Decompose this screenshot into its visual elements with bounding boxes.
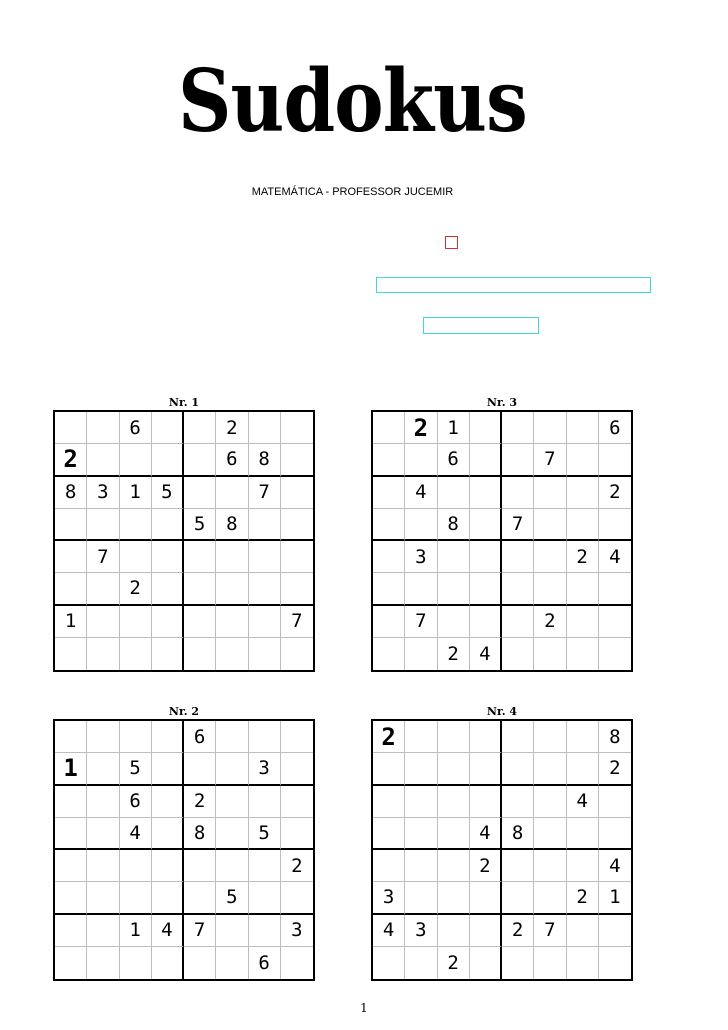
sudoku-cell[interactable]	[87, 753, 119, 785]
sudoku-cell[interactable]	[249, 573, 281, 605]
sudoku-cell[interactable]	[216, 638, 248, 670]
sudoku-cell[interactable]	[373, 818, 405, 850]
sudoku-cell[interactable]	[120, 721, 152, 753]
sudoku-cell[interactable]	[405, 444, 437, 476]
sudoku-cell[interactable]	[534, 818, 566, 850]
page-subtitle: MATEMÁTICA - PROFESSOR JUCEMIR	[251, 186, 454, 198]
sudoku-cell[interactable]	[152, 753, 184, 785]
sudoku-cell[interactable]	[249, 786, 281, 818]
sudoku-cell[interactable]	[373, 850, 405, 882]
sudoku-cell[interactable]	[373, 638, 405, 670]
sudoku-cell[interactable]	[470, 721, 502, 753]
sudoku-cell[interactable]	[405, 818, 437, 850]
sudoku-cell[interactable]	[216, 818, 248, 850]
sudoku-cell[interactable]	[599, 786, 631, 818]
sudoku-cell[interactable]	[373, 753, 405, 785]
page-title: Sudokus	[177, 51, 527, 152]
sudoku-cell[interactable]	[55, 541, 87, 573]
sudoku-cell[interactable]: 6	[120, 412, 152, 444]
sudoku-cell[interactable]	[281, 541, 313, 573]
sudoku-cell[interactable]	[152, 721, 184, 753]
sudoku-cell[interactable]	[184, 573, 216, 605]
sudoku-cell[interactable]	[470, 606, 502, 638]
puzzle-label-nr2: Nr. 2	[168, 705, 200, 718]
sudoku-cell[interactable]	[567, 721, 599, 753]
sudoku-cell[interactable]	[599, 947, 631, 979]
sudoku-cell[interactable]: 4	[405, 477, 437, 509]
sudoku-cell[interactable]	[373, 509, 405, 541]
sudoku-cell[interactable]	[120, 444, 152, 476]
sudoku-cell[interactable]: 7	[184, 915, 216, 947]
sudoku-cell[interactable]: 2	[438, 638, 470, 670]
sudoku-cell[interactable]	[120, 947, 152, 979]
sudoku-cell[interactable]	[534, 509, 566, 541]
sudoku-cell[interactable]: 2	[216, 412, 248, 444]
sudoku-cell[interactable]	[249, 915, 281, 947]
sudoku-cell[interactable]	[216, 606, 248, 638]
sudoku-cell[interactable]: 3	[249, 753, 281, 785]
sudoku-cell[interactable]	[216, 753, 248, 785]
sudoku-cell[interactable]	[216, 786, 248, 818]
sudoku-cell[interactable]	[405, 850, 437, 882]
sudoku-cell[interactable]: 8	[249, 444, 281, 476]
sudoku-cell[interactable]: 7	[534, 915, 566, 947]
sudoku-cell[interactable]: 4	[120, 818, 152, 850]
sudoku-cell[interactable]: 3	[87, 477, 119, 509]
sudoku-cell[interactable]	[567, 947, 599, 979]
sudoku-cell[interactable]	[599, 606, 631, 638]
sudoku-cell[interactable]	[55, 573, 87, 605]
sudoku-cell[interactable]	[281, 509, 313, 541]
sudoku-cell[interactable]	[438, 850, 470, 882]
sudoku-cell[interactable]: 2	[55, 444, 87, 476]
puzzle-label-nr3: Nr. 3	[486, 396, 518, 409]
sudoku-grid-nr1	[53, 410, 315, 672]
sudoku-cell[interactable]	[87, 573, 119, 605]
sudoku-cell[interactable]	[249, 850, 281, 882]
cyan-frame-wide	[376, 277, 651, 293]
sudoku-cell[interactable]	[534, 638, 566, 670]
sudoku-cell[interactable]	[281, 753, 313, 785]
sudoku-cell[interactable]: 2	[184, 786, 216, 818]
sudoku-cell[interactable]	[567, 606, 599, 638]
sudoku-cell[interactable]	[184, 477, 216, 509]
sudoku-cell[interactable]	[567, 444, 599, 476]
sudoku-cell[interactable]	[120, 638, 152, 670]
puzzle-label-nr1: Nr. 1	[168, 396, 200, 409]
sudoku-cell[interactable]	[281, 444, 313, 476]
sudoku-cell[interactable]	[281, 573, 313, 605]
sudoku-cell[interactable]	[599, 915, 631, 947]
sudoku-cell[interactable]	[184, 541, 216, 573]
sudoku-cell[interactable]	[470, 753, 502, 785]
sudoku-cell[interactable]	[120, 882, 152, 914]
sudoku-cell[interactable]: 4	[152, 915, 184, 947]
sudoku-cell[interactable]	[502, 786, 534, 818]
sudoku-cell[interactable]	[502, 412, 534, 444]
sudoku-cell[interactable]	[470, 477, 502, 509]
sudoku-cell[interactable]: 5	[249, 818, 281, 850]
sudoku-cell[interactable]	[249, 606, 281, 638]
sudoku-cell[interactable]	[534, 477, 566, 509]
sudoku-cell[interactable]	[567, 573, 599, 605]
sudoku-cell[interactable]: 4	[373, 915, 405, 947]
sudoku-cell[interactable]	[567, 509, 599, 541]
sudoku-cell[interactable]	[438, 786, 470, 818]
sudoku-cell[interactable]	[438, 606, 470, 638]
sudoku-cell[interactable]	[249, 882, 281, 914]
sudoku-cell[interactable]: 5	[216, 882, 248, 914]
sudoku-cell[interactable]	[152, 786, 184, 818]
sudoku-cell[interactable]	[405, 882, 437, 914]
sudoku-cell[interactable]	[281, 638, 313, 670]
sudoku-cell[interactable]	[470, 915, 502, 947]
sudoku-cell[interactable]: 1	[120, 915, 152, 947]
sudoku-cell[interactable]	[87, 818, 119, 850]
sudoku-cell[interactable]: 2	[502, 915, 534, 947]
sudoku-cell[interactable]	[152, 541, 184, 573]
sudoku-cell[interactable]	[534, 541, 566, 573]
sudoku-cell[interactable]	[87, 509, 119, 541]
sudoku-cell[interactable]	[534, 786, 566, 818]
sudoku-cell[interactable]	[152, 606, 184, 638]
sudoku-cell[interactable]	[502, 882, 534, 914]
sudoku-cell[interactable]: 2	[373, 721, 405, 753]
sudoku-cell[interactable]	[599, 444, 631, 476]
sudoku-cell[interactable]: 7	[281, 606, 313, 638]
sudoku-cell[interactable]	[281, 947, 313, 979]
sudoku-cell[interactable]	[216, 915, 248, 947]
sudoku-cell[interactable]	[281, 786, 313, 818]
sudoku-cell[interactable]	[216, 541, 248, 573]
sudoku-cell[interactable]	[373, 541, 405, 573]
sudoku-cell[interactable]: 6	[249, 947, 281, 979]
sudoku-cell[interactable]: 8	[438, 509, 470, 541]
sudoku-cell[interactable]	[502, 638, 534, 670]
sudoku-cell[interactable]	[87, 638, 119, 670]
sudoku-grid-nr4	[371, 719, 633, 981]
sudoku-cell[interactable]: 4	[599, 850, 631, 882]
sudoku-cell[interactable]	[438, 477, 470, 509]
sudoku-cell[interactable]: 8	[184, 818, 216, 850]
sudoku-cell[interactable]	[567, 638, 599, 670]
sudoku-cell[interactable]	[152, 444, 184, 476]
sudoku-cell[interactable]: 8	[55, 477, 87, 509]
sudoku-cell[interactable]	[470, 509, 502, 541]
sudoku-cell[interactable]: 2	[281, 850, 313, 882]
sudoku-cell[interactable]	[502, 477, 534, 509]
sudoku-cell[interactable]	[502, 850, 534, 882]
sudoku-cell[interactable]	[55, 509, 87, 541]
sudoku-cell[interactable]	[152, 818, 184, 850]
sudoku-cell[interactable]	[55, 947, 87, 979]
sudoku-cell[interactable]	[502, 606, 534, 638]
sudoku-cell[interactable]	[281, 818, 313, 850]
sudoku-cell[interactable]	[184, 850, 216, 882]
sudoku-cell[interactable]	[55, 915, 87, 947]
sudoku-cell[interactable]	[438, 882, 470, 914]
sudoku-cell[interactable]	[281, 477, 313, 509]
sudoku-cell[interactable]	[502, 753, 534, 785]
sudoku-cell[interactable]	[534, 850, 566, 882]
sudoku-cell[interactable]: 2	[470, 850, 502, 882]
sudoku-cell[interactable]	[373, 947, 405, 979]
sudoku-cell[interactable]: 1	[55, 606, 87, 638]
sudoku-cell[interactable]: 2	[438, 947, 470, 979]
sudoku-cell[interactable]: 5	[120, 753, 152, 785]
sudoku-cell[interactable]	[534, 721, 566, 753]
sudoku-cell[interactable]	[281, 721, 313, 753]
sudoku-cell[interactable]	[87, 786, 119, 818]
sudoku-cell[interactable]	[55, 882, 87, 914]
sudoku-cell[interactable]: 2	[599, 477, 631, 509]
sudoku-cell[interactable]	[281, 882, 313, 914]
sudoku-cell[interactable]	[120, 509, 152, 541]
sudoku-cell[interactable]: 4	[599, 541, 631, 573]
sudoku-cell[interactable]	[567, 753, 599, 785]
sudoku-cell[interactable]	[405, 638, 437, 670]
sudoku-cell[interactable]	[470, 786, 502, 818]
sudoku-cell[interactable]	[534, 882, 566, 914]
sudoku-cell[interactable]	[55, 412, 87, 444]
sudoku-cell[interactable]	[567, 818, 599, 850]
sudoku-cell[interactable]	[373, 412, 405, 444]
sudoku-cell[interactable]	[405, 753, 437, 785]
sudoku-cell[interactable]	[152, 573, 184, 605]
sudoku-cell[interactable]: 6	[120, 786, 152, 818]
sudoku-cell[interactable]	[87, 606, 119, 638]
sudoku-cell[interactable]: 3	[281, 915, 313, 947]
sudoku-cell[interactable]: 1	[120, 477, 152, 509]
sudoku-cell[interactable]	[373, 606, 405, 638]
sudoku-cell[interactable]	[249, 541, 281, 573]
sudoku-cell[interactable]: 7	[405, 606, 437, 638]
sudoku-cell[interactable]: 2	[405, 412, 437, 444]
sudoku-cell[interactable]	[152, 882, 184, 914]
sudoku-cell[interactable]	[216, 947, 248, 979]
sudoku-cell[interactable]: 7	[87, 541, 119, 573]
page-number: 1	[360, 1001, 368, 1015]
sudoku-cell[interactable]	[184, 444, 216, 476]
sudoku-cell[interactable]: 8	[599, 721, 631, 753]
sudoku-cell[interactable]	[438, 818, 470, 850]
sudoku-cell[interactable]: 1	[55, 753, 87, 785]
sudoku-cell[interactable]	[55, 721, 87, 753]
sudoku-cell[interactable]: 6	[216, 444, 248, 476]
sudoku-cell[interactable]	[502, 721, 534, 753]
sudoku-cell[interactable]	[216, 477, 248, 509]
sudoku-cell[interactable]	[184, 947, 216, 979]
sudoku-cell[interactable]	[373, 477, 405, 509]
sudoku-cell[interactable]	[502, 444, 534, 476]
sudoku-cell[interactable]	[470, 947, 502, 979]
sudoku-cell[interactable]	[120, 606, 152, 638]
sudoku-cell[interactable]: 3	[405, 541, 437, 573]
sudoku-cell[interactable]: 2	[534, 606, 566, 638]
sudoku-cell[interactable]	[184, 638, 216, 670]
sudoku-cell[interactable]	[405, 721, 437, 753]
sudoku-cell[interactable]	[470, 573, 502, 605]
sudoku-cell[interactable]	[438, 573, 470, 605]
sudoku-cell[interactable]: 4	[470, 818, 502, 850]
sudoku-cell[interactable]	[184, 882, 216, 914]
sudoku-cell[interactable]	[55, 638, 87, 670]
sudoku-cell[interactable]: 2	[567, 541, 599, 573]
sudoku-cell[interactable]	[249, 638, 281, 670]
sudoku-cell[interactable]	[405, 947, 437, 979]
sudoku-cell[interactable]: 6	[438, 444, 470, 476]
sudoku-cell[interactable]	[249, 721, 281, 753]
sudoku-cell[interactable]	[55, 818, 87, 850]
sudoku-cell[interactable]	[87, 850, 119, 882]
sudoku-cell[interactable]	[120, 850, 152, 882]
sudoku-cell[interactable]: 8	[216, 509, 248, 541]
sudoku-cell[interactable]	[184, 412, 216, 444]
sudoku-cell[interactable]	[120, 541, 152, 573]
cyan-frame-small	[423, 317, 539, 334]
sudoku-cell[interactable]	[405, 573, 437, 605]
sudoku-cell[interactable]	[184, 606, 216, 638]
sudoku-cell[interactable]	[599, 638, 631, 670]
sudoku-cell[interactable]	[470, 444, 502, 476]
sudoku-cell[interactable]	[599, 818, 631, 850]
sudoku-cell[interactable]	[567, 850, 599, 882]
sudoku-cell[interactable]	[216, 721, 248, 753]
sudoku-cell[interactable]: 6	[184, 721, 216, 753]
sudoku-cell[interactable]	[373, 573, 405, 605]
sudoku-cell[interactable]: 2	[120, 573, 152, 605]
sudoku-grid-nr2	[53, 719, 315, 981]
sudoku-cell[interactable]	[373, 786, 405, 818]
sudoku-cell[interactable]	[534, 947, 566, 979]
sudoku-cell[interactable]	[502, 541, 534, 573]
red-square-marker	[445, 236, 458, 249]
sudoku-cell[interactable]	[405, 509, 437, 541]
sudoku-cell[interactable]	[534, 412, 566, 444]
sudoku-cell[interactable]	[502, 947, 534, 979]
sudoku-cell[interactable]	[502, 573, 534, 605]
sudoku-cell[interactable]	[373, 444, 405, 476]
sudoku-cell[interactable]	[281, 412, 313, 444]
sudoku-cell[interactable]: 4	[470, 638, 502, 670]
sudoku-cell[interactable]	[438, 753, 470, 785]
sudoku-cell[interactable]	[438, 915, 470, 947]
sudoku-cell[interactable]	[184, 753, 216, 785]
sudoku-cell[interactable]	[470, 541, 502, 573]
sudoku-cell[interactable]	[534, 753, 566, 785]
sudoku-cell[interactable]	[249, 412, 281, 444]
sudoku-cell[interactable]	[249, 509, 281, 541]
sudoku-cell[interactable]	[55, 786, 87, 818]
sudoku-cell[interactable]	[216, 850, 248, 882]
sudoku-cell[interactable]	[87, 947, 119, 979]
sudoku-cell[interactable]: 3	[405, 915, 437, 947]
sudoku-cell[interactable]	[567, 915, 599, 947]
sudoku-cell[interactable]: 2	[567, 882, 599, 914]
sudoku-cell[interactable]	[87, 412, 119, 444]
sudoku-cell[interactable]	[152, 412, 184, 444]
sudoku-cell[interactable]	[470, 412, 502, 444]
sudoku-cell[interactable]	[599, 573, 631, 605]
sudoku-cell[interactable]: 7	[249, 477, 281, 509]
sudoku-cell[interactable]	[87, 444, 119, 476]
sudoku-cell[interactable]	[567, 477, 599, 509]
sudoku-cell[interactable]: 7	[534, 444, 566, 476]
sudoku-cell[interactable]: 3	[373, 882, 405, 914]
sudoku-cell[interactable]	[152, 850, 184, 882]
sudoku-cell[interactable]	[152, 509, 184, 541]
sudoku-cell[interactable]	[55, 850, 87, 882]
sudoku-cell[interactable]	[470, 882, 502, 914]
sudoku-cell[interactable]	[87, 882, 119, 914]
sudoku-cell[interactable]: 1	[438, 412, 470, 444]
sudoku-cell[interactable]	[438, 541, 470, 573]
sudoku-cell[interactable]: 5	[184, 509, 216, 541]
sudoku-cell[interactable]: 6	[599, 412, 631, 444]
sudoku-cell[interactable]: 7	[502, 509, 534, 541]
sudoku-cell[interactable]	[405, 786, 437, 818]
sudoku-cell[interactable]: 1	[599, 882, 631, 914]
sudoku-cell[interactable]: 4	[567, 786, 599, 818]
sudoku-cell[interactable]	[438, 721, 470, 753]
sudoku-cell[interactable]	[534, 573, 566, 605]
puzzle-label-nr4: Nr. 4	[486, 705, 518, 718]
sudoku-cell[interactable]: 2	[599, 753, 631, 785]
sudoku-cell[interactable]	[567, 412, 599, 444]
sudoku-cell[interactable]	[87, 721, 119, 753]
sudoku-cell[interactable]	[599, 509, 631, 541]
sudoku-cell[interactable]	[216, 573, 248, 605]
sudoku-cell[interactable]	[87, 915, 119, 947]
sudoku-cell[interactable]	[152, 947, 184, 979]
sudoku-cell[interactable]	[152, 638, 184, 670]
sudoku-cell[interactable]: 8	[502, 818, 534, 850]
sudoku-grid-nr3	[371, 410, 633, 672]
sudoku-cell[interactable]: 5	[152, 477, 184, 509]
